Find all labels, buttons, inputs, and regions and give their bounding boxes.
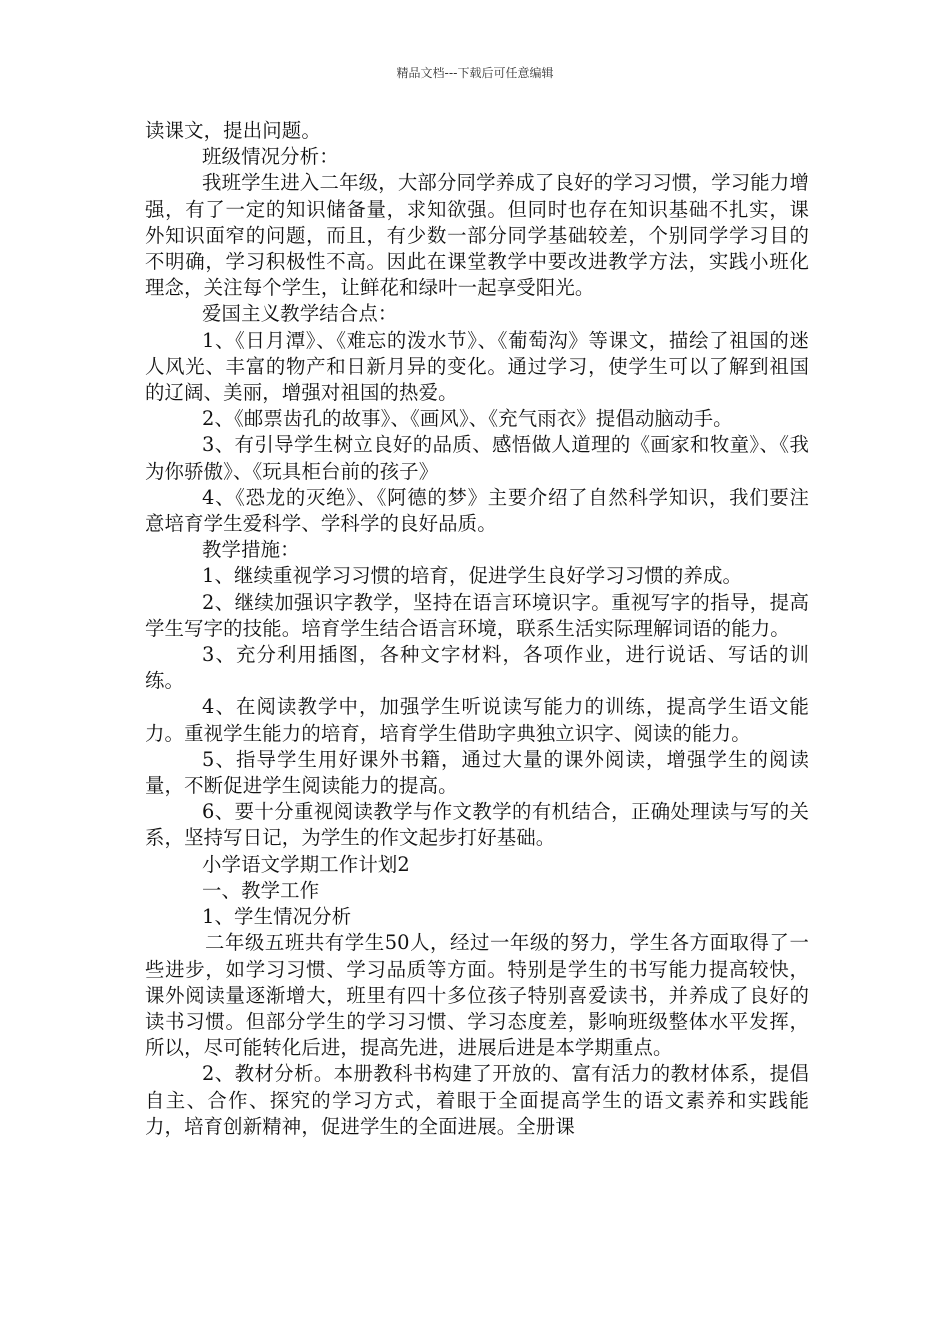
paragraph-heading: 爱国主义教学结合点：: [202, 302, 398, 326]
paragraph: 2、《邮票齿孔的故事》、《画风》、《充气雨衣》提倡动脑动手。: [202, 407, 733, 431]
paragraph: 1、《日月潭》、《难忘的泼水节》、《葡萄沟》等课文，描绘了祖国的迷人风光、丰富的物产和日新月异的变化。通过学习，使学生可以了解到祖国的辽阔、美丽，增强对祖国的热爱。: [145, 328, 809, 405]
paragraph: 4、在阅读教学中，加强学生听说读写能力的训练，提高学生语文能力。重视学生能力的培育，培育学生借助字典独立识字、阅读的能力。: [145, 695, 809, 745]
paragraph-heading: 教学措施：: [202, 538, 300, 562]
paragraph: 2、继续加强识字教学，坚持在语言环境识字。重视写字的指导，提高学生写字的技能。培育学生结合语言环境，联系生活实际理解词语的能力。: [145, 590, 809, 640]
paragraph: 5、指导学生用好课外书籍，通过大量的课外阅读，增强学生的阅读量，不断促进学生阅读能力的提高。: [145, 747, 809, 798]
paragraph: 我班学生进入二年级，大部分同学养成了良好的学习习惯，学习能力增强，有了一定的知识储备量，求知欲强。但同时也存在知识基础不扎实，课外知识面窄的问题，而且，有少数一部分同学基础较差，个别同学学习目的不明确，学习积极性不高。因此在课堂教学中要改进教学方法，实践小班化理念，关注每个学生，让鲜花和绿叶一起享受阳光。: [145, 171, 809, 300]
paragraph: 1、继续重视学习习惯的培育，促进学生良好学习习惯的养成。: [202, 564, 743, 588]
section-title: 小学语文学期工作计划2: [202, 852, 410, 876]
paragraph: 3、充分利用插图，各种文字材料，各项作业，进行说话、写话的训练。: [145, 643, 809, 693]
paragraph: 二年级五班共有学生50人，经过一年级的努力，学生各方面取得了一些进步，如学习习惯、学习品质等方面。特别是学生的书写能力提高较快，课外阅读量逐渐增大，班里有四十多位孩子特别喜爱读书，并养成了良好的读书习惯。但部分学生的学习习惯、学习态度差，影响班级整体水平发挥，所以，尽可能转化后进，提高先进，进展后进是本学期重点。: [145, 931, 809, 1060]
subsection-heading: 1、学生情况分析: [202, 905, 352, 929]
paragraph: 3、有引导学生树立良好的品质、感悟做人道理的《画家和牧童》、《我为你骄傲》、《玩具柜台前的孩子》: [145, 433, 809, 483]
paragraph: 6、要十分重视阅读教学与作文教学的有机结合，正确处理读与写的关系，坚持写日记，为学生的作文起步打好基础。: [145, 800, 809, 850]
section-heading: 一、教学工作: [202, 878, 320, 902]
paragraph: 读课文，提出问题。: [145, 119, 321, 142]
paragraph: 4、《恐龙的灭绝》、《阿德的梦》主要介绍了自然科学知识，我们要注意培育学生爱科学、学科学的良好品质。: [145, 485, 809, 536]
paragraph: 2、教材分析。本册教科书构建了开放的、富有活力的教材体系，提倡自主、合作、探究的学习方式，着眼于全面提高学生的语文素养和实践能力，培育创新精神，促进学生的全面进展。全册课: [145, 1062, 809, 1138]
paragraph-heading: 班级情况分析：: [202, 145, 339, 169]
page-header: 精品文档---下载后可任意编辑: [396, 66, 554, 80]
document-body: [145, 118, 809, 1140]
